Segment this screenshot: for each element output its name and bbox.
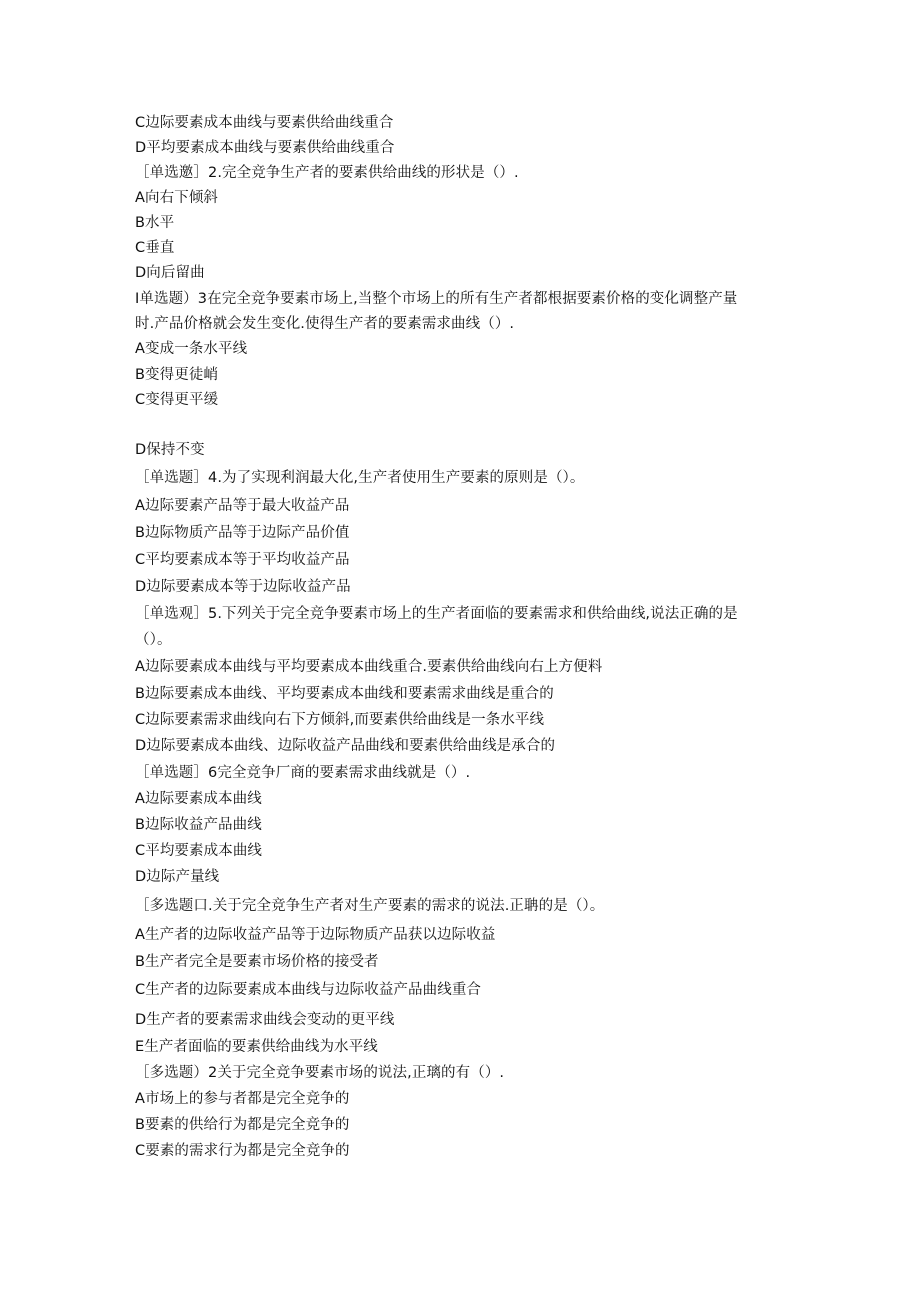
option-line: E生产者面临的要素供给曲线为水平线	[135, 1039, 378, 1055]
option-line: C生产者的边际要素成本曲线与边际收益产品曲线重合	[135, 982, 482, 998]
option-line: D边际要素成本曲线、边际收益产品曲线和要素供给曲线是承合的	[135, 738, 556, 754]
option-line: D边际产量线	[135, 869, 220, 885]
option-line: B边际要素成本曲线、平均要素成本曲线和要素需求曲线是重合的	[135, 686, 554, 702]
option-line: B变得更徒峭	[135, 367, 219, 383]
option-line: A市场上的参与者都是完全竞争的	[135, 1091, 350, 1107]
question-line: （）。	[135, 632, 172, 648]
option-line: A变成一条水平线	[135, 341, 248, 357]
option-line: C要素的需求行为都是完全竞争的	[135, 1143, 350, 1159]
option-line: B边际收益产品曲线	[135, 817, 262, 833]
question-line: ［单选题］4.为了实现利润最大化,生产者使用生产要素的原则是（）。	[135, 470, 585, 486]
question-line: I单选题）3在完全竞争要素市场上,当整个市场上的所有生产者都根据要素价格的变化调整产量	[135, 291, 738, 307]
option-line: B水平	[135, 215, 175, 231]
option-line: C变得更平缓	[135, 392, 219, 408]
question-line: ［单选观］5.下列关于完全竞争要素市场上的生产者面临的要素需求和供给曲线,说法正确的是	[135, 606, 738, 622]
option-line: A向右下倾斜	[135, 190, 219, 206]
option-line: C边际要素需求曲线向右下方倾斜,而要素供给曲线是一条水平线	[135, 712, 545, 728]
option-line: B生产者完全是要素市场价格的接受者	[135, 954, 379, 970]
question-line: 时.产品价格就会发生变化.使得生产者的要素需求曲线（）.	[135, 316, 515, 332]
option-line: C边际要素成本曲线与要素供给曲线重合	[135, 115, 394, 131]
option-line: A边际要素产品等于最大收益产品	[135, 498, 350, 514]
option-line: B要素的供给行为都是完全竞争的	[135, 1117, 350, 1133]
option-line: B边际物质产品等于边际产品价值	[135, 525, 350, 541]
option-line: A边际要素成本曲线	[135, 791, 262, 807]
option-line: A边际要素成本曲线与平均要素成本曲线重合.要素供给曲线向右上方便料	[135, 659, 603, 675]
option-line: D向后留曲	[135, 265, 205, 281]
option-line: D平均要素成本曲线与要素供给曲线重合	[135, 140, 395, 156]
question-line: ［单选邀］2.完全竞争生产者的要素供给曲线的形状是（）.	[135, 165, 519, 181]
option-line: C垂直	[135, 240, 175, 256]
option-line: D保持不变	[135, 442, 205, 458]
option-line: A生产者的边际收益产品等于边际物质产品获以边际收益	[135, 927, 496, 943]
option-line: C平均要素成本曲线	[135, 843, 263, 859]
question-line: ［多选题）2关于完全竞争要素市场的说法,正璃的有（）.	[135, 1065, 505, 1081]
question-line: ［单选题］6完全竞争厂商的要素需求曲线就是（）.	[135, 765, 471, 781]
question-line: ［多选题口.关于完全竞争生产者对生产要素的需求的说法.正聃的是（）。	[135, 898, 605, 914]
option-line: C平均要素成本等于平均收益产品	[135, 552, 350, 568]
option-line: D生产者的要素需求曲线会变动的更平线	[135, 1012, 395, 1028]
option-line: D边际要素成本等于边际收益产品	[135, 579, 351, 595]
